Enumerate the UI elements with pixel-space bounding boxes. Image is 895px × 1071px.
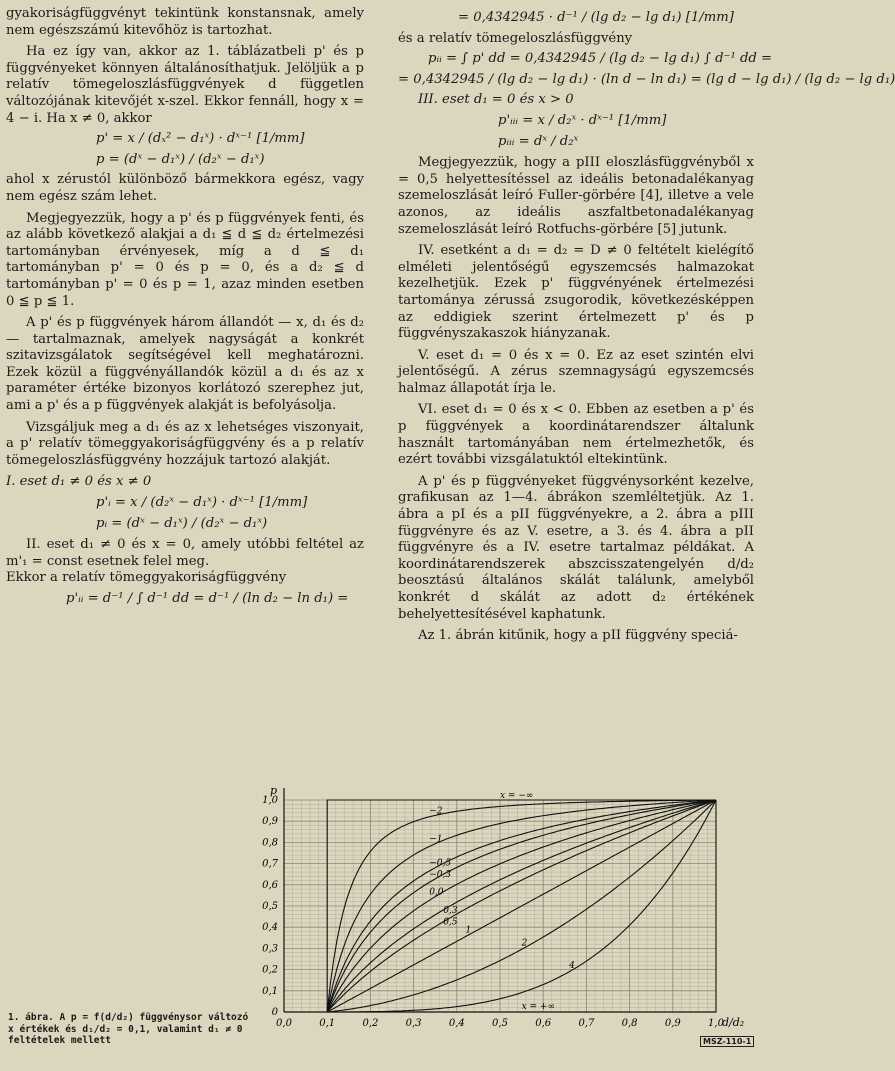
x-tick-label: 0,8 xyxy=(621,1018,638,1029)
right-col-para: p'ᵢᵢᵢ = x / d₂ˣ · dˣ⁻¹ [1/mm] xyxy=(498,112,667,128)
x-axis-label: d/d₂ xyxy=(722,1016,745,1029)
y-tick-label: 0,1 xyxy=(262,985,278,997)
x-tick-label: 0,3 xyxy=(405,1018,422,1029)
series-label: 1 xyxy=(465,925,472,936)
x-tick-label: 0,4 xyxy=(448,1018,465,1029)
series-label: 2 xyxy=(521,938,528,949)
right-col-para: V. eset d₁ = 0 és x = 0. Ez az eset szintén elvi jelentőségű. A zérus szemnagyságú egyszemcsés halmaz állapotát írja le. xyxy=(398,347,754,396)
figure-code: MSZ-110-1 xyxy=(700,1036,754,1047)
series-label: −2 xyxy=(429,806,443,817)
right-column xyxy=(398,6,895,645)
series-label: x = −∞ xyxy=(500,791,534,801)
x-tick-label: 0,1 xyxy=(319,1018,336,1029)
x-tick-label: 0,6 xyxy=(535,1018,552,1029)
left-col-para: pᵢ = (dˣ − d₁ˣ) / (d₂ˣ − d₁ˣ) xyxy=(96,515,268,531)
left-col-para: p = (dˣ − d₁ˣ) / (d₂ˣ − d₁ˣ) xyxy=(96,151,265,167)
right-col-para: = 0,4342945 · d⁻¹ / (lg d₂ − lg d₁) [1/mm] xyxy=(458,10,734,25)
series-label: −0,3 xyxy=(429,869,452,880)
left-column xyxy=(6,6,364,612)
figure-1-chart xyxy=(248,780,748,1035)
x-tick-label: 0,7 xyxy=(578,1018,595,1029)
y-tick-label: 0,7 xyxy=(262,858,278,870)
figure-caption: 1. ábra. A p = f(d/d₂) függvénysor változó x értékek és d₁/d₂ = 0,1, valamint d₁ ≠ 0 feltételek mellett xyxy=(8,1012,249,1046)
left-col-para: Megjegyezzük, hogy a p' és p függvények fenti, és az alább következő alakjai a d₁ ≦ d ≦ d₂ értelmezési tartományban érvényesek, míg a d ≦ d₁ tartományban p' = 0 és p = 0, és a d₂ ≦ d tartományban p' = 0 és p = 1, azaz minden esetben 0 ≦ p ≦ 1. xyxy=(6,210,364,309)
y-tick-label: 0,6 xyxy=(262,879,278,891)
left-col-para: I. eset d₁ ≠ 0 és x ≠ 0 xyxy=(6,474,152,490)
y-tick-label: 0,5 xyxy=(262,901,278,912)
right-col-para: és a relatív tömegeloszlásfüggvény xyxy=(398,30,633,46)
left-col-para: Ha ez így van, akkor az 1. táblázatbeli p' és p függvényeket könnyen általánosíthatjuk. Jelöljük a p relatív tömegeloszlásfüggvények d független változójának kitevőjét x-szel. Ekkor fennáll, hogy x = 4 − i. Ha x ≠ 0, akkor xyxy=(6,44,364,126)
series-label: 0,0 xyxy=(429,887,444,898)
y-tick-label: 0,9 xyxy=(262,816,278,828)
series-label: 0,3 xyxy=(443,905,458,916)
y-tick-label: 0,2 xyxy=(262,964,278,976)
series-label: 4 xyxy=(569,960,575,971)
y-tick-label: 0,8 xyxy=(262,837,278,849)
right-col-para: pᵢᵢᵢ = dˣ / d₂ˣ xyxy=(498,133,579,149)
right-col-para: Megjegyezzük, hogy a pIII eloszlásfüggvényből x = 0,5 helyettesítéssel az ideális betonadalékanyag szemeloszlását leíró Fuller-görbére [4], illetve a vele azonos, az ideális aszfaltbetonadalékanyag szemeloszlását leíró Rotfuchs-görbére [5] jutunk. xyxy=(398,155,754,237)
left-col-para: p'ᵢᵢ = d⁻¹ / ∫ d⁻¹ dd = d⁻¹ / (ln d₂ − ln d₁) = xyxy=(66,591,349,606)
x-tick-label: 1,0 xyxy=(708,1018,724,1029)
series-label: 0,5 xyxy=(443,917,458,928)
left-col-para: ahol x zérustól különböző bármekkora egész, vagy nem egész szám lehet. xyxy=(6,172,364,204)
y-tick-label: 0,3 xyxy=(262,943,278,955)
y-tick-label: 0 xyxy=(271,1007,278,1018)
x-tick-label: 0,9 xyxy=(664,1018,681,1029)
left-col-para: gyakoriságfüggvényt tekintünk konstansnak, amely nem egészszámú kitevőhöz is tartozhat. xyxy=(6,6,364,38)
series-label: x = +∞ xyxy=(521,1002,555,1012)
y-axis-label: p xyxy=(270,784,278,797)
left-col-para: Ekkor a relatív tömeggyakoriságfüggvény xyxy=(6,570,287,586)
left-col-para: Vizsgáljuk meg a d₁ és az x lehetséges viszonyait, a p' relatív tömeggyakoriságfüggvény és a p relatív tömegeloszlásfüggvény hozzájuk tartozó alakját. xyxy=(6,419,364,468)
series-label: −1 xyxy=(429,834,443,845)
right-col-para: VI. eset d₁ = 0 és x < 0. Ebben az esetben a p' és p függvények a koordinátarendszer általunk használt tartományában nem értelmezhetők, és ezért további vizsgálatuktól eltekintünk. xyxy=(398,402,754,468)
y-tick-label: 0,4 xyxy=(262,922,278,934)
right-col-para: pᵢᵢ = ∫ p' dd = 0,4342945 / (lg d₂ − lg d₁) ∫ d⁻¹ dd = xyxy=(428,51,773,67)
y-tick-label: 1,0 xyxy=(262,795,278,806)
right-col-para: A p' és p függvényeket függvénysorként kezelve, grafikusan az 1—4. ábrákon szemléltetjük. Az 1. ábra a pI és a pII függvényekre, a 2. ábra a pIII függvényre és az V. esetre, a 3. és 4. ábra a pII függvényre és a IV. esetre tartalmaz példákat. A koordinátarendszerek abszcisszatengelyén d/d₂ beosztású általános skálát találunk, amelyből konkrét d skálát az adott d₂ értékének behelyettesítésével kaphatunk. xyxy=(398,473,754,622)
right-col-para: Az 1. ábrán kitűnik, hogy a pII függvény speciá- xyxy=(418,628,738,644)
x-tick-label: 0,0 xyxy=(276,1018,292,1029)
left-col-para: A p' és p függvények három állandót — x, d₁ és d₂ — tartalmaznak, amelyek nagyságát a konkrét szitavizsgálatok segítségével kell meghatározni. Ezek közül a függvényállandók közül a d₁ és az x paraméter értéke bizonyos korlátozó szerephez jut, ami a p' és a p függvények alakját is befolyásolja. xyxy=(6,315,364,414)
series-label: −0,5 xyxy=(429,858,452,869)
x-tick-label: 0,2 xyxy=(362,1018,379,1029)
left-col-para: p'ᵢ = x / (d₂ˣ − d₁ˣ) · dˣ⁻¹ [1/mm] xyxy=(96,495,308,511)
left-col-para: p' = x / (dₓ² − d₁ˣ) · dˣ⁻¹ [1/mm] xyxy=(96,131,305,147)
right-col-para: = 0,4342945 / (lg d₂ − lg d₁) · (ln d − ln d₁) = (lg d − lg d₁) / (lg d₂ − lg d₁) xyxy=(398,71,895,87)
right-col-para: III. eset d₁ = 0 és x > 0 xyxy=(418,92,574,108)
right-col-para: IV. esetként a d₁ = d₂ = D ≠ 0 feltételt kielégítő elméleti jelentőségű egyszemcsés halmazokat kezelhetjük. Ezek p' függvényének értelmezési tartománya zérussá zsugorodik, következésképpen az eddigiek szerint értelmezett p' és p függvényszakaszok hiányzanak. xyxy=(398,243,754,342)
left-col-para: II. eset d₁ ≠ 0 és x = 0, amely utóbbi feltétel az m'₁ = const esetnek felel meg. xyxy=(6,537,364,569)
x-tick-label: 0,5 xyxy=(492,1018,508,1029)
